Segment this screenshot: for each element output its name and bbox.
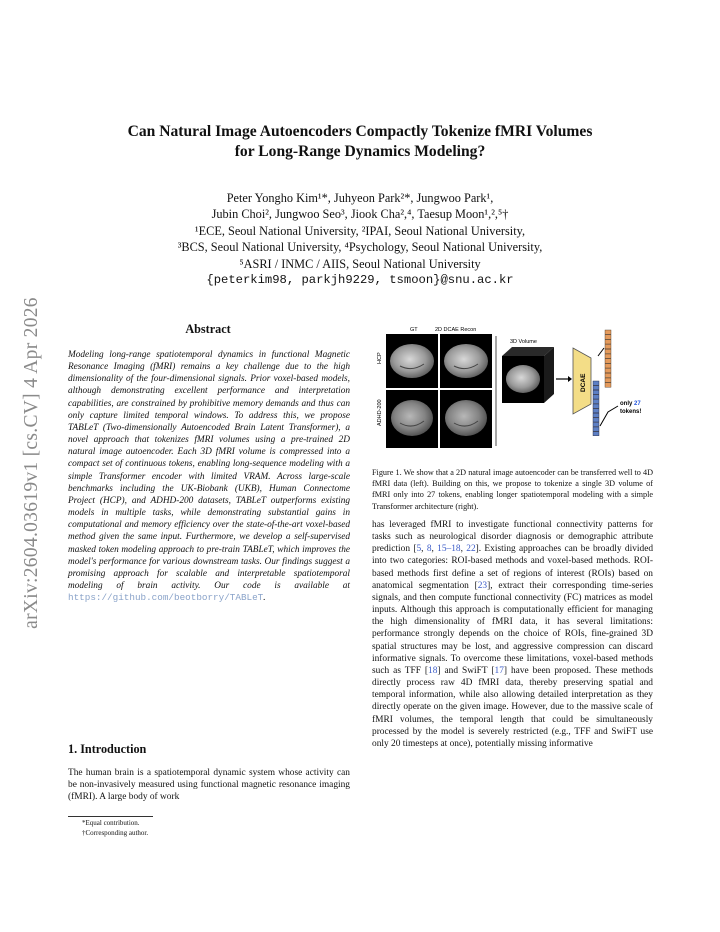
tokens-word: tokens! (620, 409, 642, 415)
token-block (593, 390, 599, 394)
footnote-rule (68, 816, 153, 817)
figure-volume-label: 3D Volume (510, 339, 537, 345)
tokens-count: 27 (634, 401, 641, 407)
abstract-text: Modeling long-range spatiotemporal dynamics in functional Magnetic Resonance Imaging (fMRI) remains a key challenge due to the high dimensionality of the four-dimensional signals. Prior voxel-based models, although demonstrating excellent performance and interpretation capabilities, are constrained by prohibitive memory demands and thus can only capture limited temporal windows. To address this, we propose TABLeT (Two-dimensionally Autoencoded Brain Latent Transformer), a novel approach that tokenizes fMRI volumes using a pre-trained 2D natural image autoencoder. Each 3D fMRI volume is compressed into a compact set of continuous tokens, enabling long-sequence modeling with a simple Transformer encoder with limited VRAM. Across large-scale benchmarks including the UK-Biobank (UKB), Human Connectome Project (HCP), and ADHD-200 datasets, TABLeT outperforms existing models in multiple tasks, while demonstrating substantial gains in computational and memory efficiency over the state-of-the-art voxel-based method given the same input. Furthermore, we develop a self-supervised masked token modeling approach to pre-train TABLeT, which improves the model's performance for various downstream tasks. Our findings suggest a promising approach for scalable and interpretable spatiotemporal modeling of brain activity. Our code is available at (68, 350, 350, 591)
token-stack-blue (593, 381, 599, 436)
arxiv-stamp (12, 258, 52, 668)
token-block (593, 395, 599, 399)
title-line-2: for Long-Range Dynamics Modeling? (234, 143, 486, 160)
token-block (593, 404, 599, 408)
section-heading-introduction: 1. Introduction (68, 742, 147, 756)
code-link[interactable]: https://github.com/beotborry/TABLeT (68, 592, 264, 604)
token-block (605, 383, 611, 387)
intro-paragraph: The human brain is a spatiotemporal dynamic system whose activity can be non-invasively measured using functional magnetic resonance imaging (fMRI). A large body of work (68, 768, 350, 803)
citation[interactable]: 15–18 (437, 544, 461, 555)
abstract-heading: Abstract (185, 322, 231, 336)
footnotes (82, 818, 148, 838)
token-block (593, 432, 599, 436)
token-block (605, 349, 611, 353)
affiliation-line-3: ⁵ASRI / INMC / AIIS, Seoul National University (239, 256, 481, 271)
figure-1-caption: Figure 1. We show that a 2D natural image autoencoder can be transferred well to 4D fMRI data (left). Building on this, we propose to tokenize a single 3D volume of fMRI only into 27 tokens, enabling longer spatiotemporal modeling with a simple Transformer architecture (right). (372, 468, 653, 511)
right-text-1: has leveraged fMRI to investigate functional connectivity patterns for tasks such as neurological disorder diagnosis or demographic attribute prediction [ (372, 520, 653, 555)
abstract-body: Modeling long-range spatiotemporal dynamics in functional Magnetic Resonance Imaging (fMRI) remains a key challenge due to the high dimensionality of the four-dimensional signals. Prior voxel-based models, although demonstrating excellent performance and interpretation capabilities, are constrained by prohibitive memory demands and thus can only capture limited temporal windows. To address this, we propose TABLeT (Two-dimensionally Autoencoded Brain Latent Transformer), a novel approach that tokenizes fMRI volumes using a pre-trained 2D natural image autoencoder. Each 3D fMRI volume is compressed into a compact set of continuous tokens, enabling long-sequence modeling with a simple Transformer encoder with limited VRAM. Across large-scale benchmarks including the UK-Biobank (UKB), Human Connectome Project (HCP), and ADHD-200 datasets, TABLeT outperforms existing models in multiple tasks, while demonstrating substantial gains in computational and memory efficiency over the state-of-the-art voxel-based method given the same input. Furthermore, we develop a self-supervised masked token modeling approach to pre-train TABLeT, which improves the model's performance for various downstream tasks. Our findings suggest a promising approach for scalable and interpretable spatiotemporal modeling of brain activity. Our code is available at https://github.com/beotborry/TABLeT. (68, 350, 350, 604)
token-stack-orange (605, 330, 611, 387)
token-block (593, 418, 599, 422)
token-block (593, 399, 599, 403)
figure-1 (372, 326, 652, 451)
figure-row-adhd: ADHD-200 (377, 399, 383, 426)
token-block (605, 335, 611, 339)
svg-text:only 27 (620, 401, 641, 407)
citation[interactable]: 17 (494, 665, 504, 676)
citation[interactable]: 5 (416, 544, 422, 555)
citation[interactable]: 22 (466, 544, 476, 555)
token-block (593, 427, 599, 431)
token-block (605, 340, 611, 344)
right-text-3: ], extract their corresponding time-series signals, and then compute functional connectivity (FC) matrices as model inputs. Although this approach is computationally efficient for managing the high dimensionality of fMRI data, it has several limitations: performance strongly depends on the choice of ROIs, fine-grained 3D spatial structures may be lost, and aggressive compression can discard informative signals. To overcome these limitations, voxel-based methods such as TFF [ (372, 580, 653, 676)
right-text-2: ]. Existing approaches can be broadly divided into two categories: ROI-based methods and voxel-based methods. ROI-based methods first define a set of regions of interest (ROIs) based on anatomical segmentation [ (372, 544, 654, 591)
token-block (605, 344, 611, 348)
token-block (593, 409, 599, 413)
token-block (605, 368, 611, 372)
intro-right-column: has leveraged fMRI to investigate functional connectivity patterns for tasks such as neurological disorder diagnosis or demographic attribute prediction [5, 8, 15–18, 22]. Existing approaches can be broadly divided into two categories: ROI-based methods and voxel-based methods. ROI-based methods first define a set of regions of interest (ROIs) based on anatomical segmentation [23], extract their corresponding time-series signals, and then compute functional connectivity (FC) matrices as model inputs. Although this approach is computationally efficient for managing the high dimensionality of fMRI data, it has several limitations: performance strongly depends on the choice of ROIs, fine-grained 3D spatial structures may be lost, and aggressive compression can discard informative signals. To overcome these limitations, voxel-based methods such as TFF [18] and SwiFT [17] have been proposed. These methods directly process raw 4D fMRI data, thereby preserving spatial and temporal information, while also allowing detailed interpretation as they directly operate on the given image. However, due to the massive scale of fMRI volumes, the temporal length that could be simultaneously processed by the model is severely restricted (e.g., TFF and SwiFT use only 20 timesteps at once), potentially missing informative (372, 520, 654, 749)
citation[interactable]: 23 (477, 580, 488, 591)
token-block (593, 422, 599, 426)
token-block (605, 354, 611, 358)
authors-line-1: Peter Yongho Kim¹*, Juhyeon Park²*, Jungwoo Park¹, (226, 191, 494, 205)
token-block (593, 386, 599, 390)
title-line-1: Can Natural Image Autoencoders Compactly Tokenize fMRI Volumes (127, 123, 593, 140)
author-emails: {peterkim98, parkjh9229, tsmoon}@snu.ac.kr (206, 273, 514, 288)
right-text-5: ] have been proposed. These methods directly process raw 4D fMRI data, thereby preserving spatial and temporal information, while also allowing detailed interpretation as they directly operate on the given image. However, due to the massive scale of fMRI volumes, the temporal length that could be simultaneously processed by the model is severely restricted (e.g., TFF and SwiFT use only 20 timesteps at once), potentially missing informative (372, 665, 654, 749)
token-block (593, 413, 599, 417)
token-block (605, 364, 611, 368)
token-block (605, 378, 611, 382)
figure-col-gt: GT (410, 327, 418, 333)
tokens-only: only (620, 401, 633, 407)
paper-title (60, 122, 660, 162)
token-block (605, 330, 611, 334)
arxiv-id: arXiv:2604.03619v1 [cs.CV] 4 Apr 2026 (21, 297, 42, 629)
token-block (605, 359, 611, 363)
footnote-equal-contribution: *Equal contribution. (82, 819, 140, 827)
authors-line-2: Jubin Choi², Jungwoo Seo³, Jiook Cha²,⁴, Taesup Moon¹,²,⁵† (211, 207, 509, 222)
token-block (605, 373, 611, 377)
figure-col-recon: 2D DCAE Recon (435, 327, 477, 333)
footnote-corresponding-author: †Corresponding author. (82, 829, 149, 837)
token-block (593, 381, 599, 385)
affiliation-line-1: ¹ECE, Seoul National University, ²IPAI, Seoul National University, (194, 223, 526, 238)
citation[interactable]: 8 (426, 544, 432, 555)
figure-1-graphic (372, 326, 652, 451)
affiliation-line-2: ³BCS, Seoul National University, ⁴Psychology, Seoul National University, (177, 240, 543, 255)
figure-row-hcp: HCP (377, 352, 383, 364)
citation[interactable]: 18 (428, 665, 438, 676)
arrow-to-tokens (598, 348, 604, 356)
right-text-4: ] and SwiFT [ (437, 665, 495, 676)
author-block (60, 190, 660, 288)
dcae-label: DCAE (580, 373, 587, 392)
tokens-callout-line (600, 406, 618, 426)
volume-cube (502, 347, 554, 403)
